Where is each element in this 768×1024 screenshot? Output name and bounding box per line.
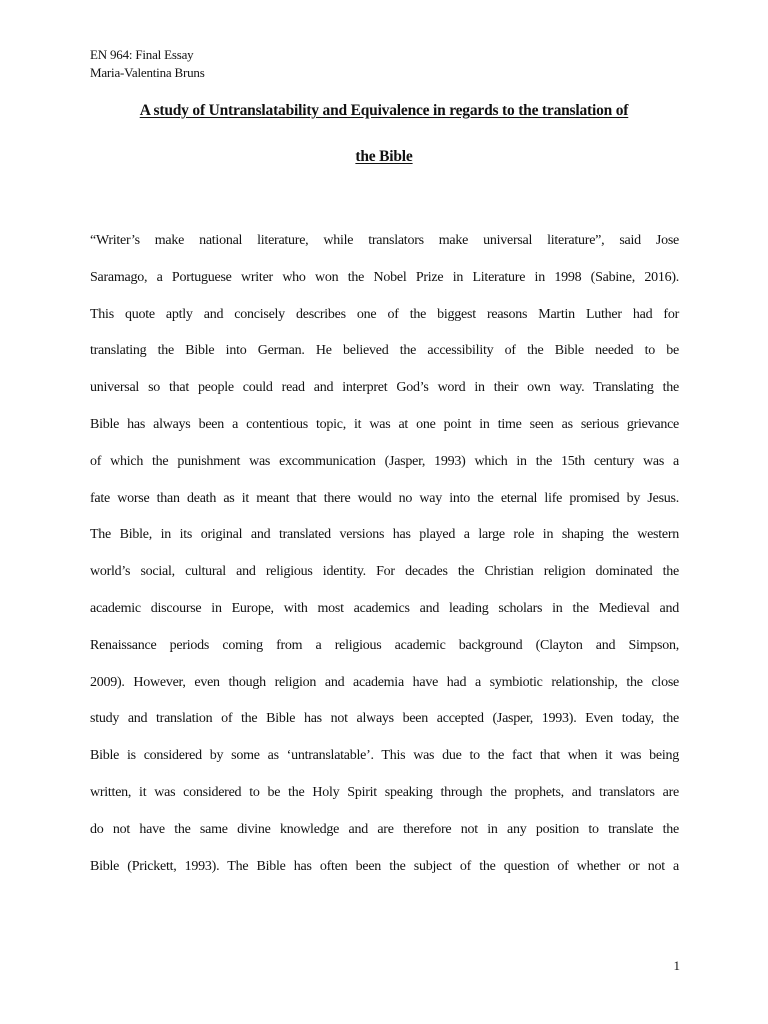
body-line: This quote aptly and concisely describes one of the biggest reasons Martin Luther had for	[90, 306, 679, 322]
body-line: Bible is considered by some as ‘untranslatable’. This was due to the fact that when it was being	[90, 748, 679, 764]
body-line: of which the punishment was excommunication (Jasper, 1993) which in the 15th century was a	[90, 453, 679, 469]
essay-title-line-2: the Bible	[355, 148, 413, 165]
essay-title-line-1: A study of Untranslatability and Equivalence in regards to the translation of	[139, 102, 629, 119]
body-line: Renaissance periods coming from a religious academic background (Clayton and Simpson,	[90, 637, 679, 653]
body-line: “Writer’s make national literature, while translators make universal literature”, said Jose	[90, 233, 679, 248]
essay-body	[90, 230, 679, 892]
body-line: universal so that people could read and interpret God’s word in their own way. Translating the	[90, 380, 679, 396]
body-line: Bible has always been a contentious topic, it was at one point in time seen as serious grievance	[90, 416, 679, 432]
body-line: study and translation of the Bible has not always been accepted (Jasper, 1993). Even today, the	[90, 711, 679, 727]
body-line: Bible (Prickett, 1993). The Bible has often been the subject of the question of whether or not a	[90, 858, 679, 874]
body-line: do not have the same divine knowledge and are therefore not in any position to translate the	[90, 821, 679, 837]
author-name: Maria-Valentina Bruns	[90, 65, 205, 80]
body-line: translating the Bible into German. He believed the accessibility of the Bible needed to be	[90, 343, 679, 359]
body-line: 2009). However, even though religion and academia have had a symbiotic relationship, the close	[90, 674, 679, 690]
body-line: fate worse than death as it meant that there would no way into the eternal life promised by Jesus.	[90, 490, 679, 506]
body-line: world’s social, cultural and religious identity. For decades the Christian religion dominated the	[90, 564, 679, 580]
page-number: 1	[673, 958, 680, 973]
course-label: EN 964: Final Essay	[90, 47, 194, 62]
document-header	[90, 46, 205, 82]
body-line: Saramago, a Portuguese writer who won the Nobel Prize in Literature in 1998 (Sabine, 2016).	[90, 269, 679, 285]
body-line: academic discourse in Europe, with most academics and leading scholars in the Medieval and	[90, 600, 679, 616]
body-line: written, it was considered to be the Holy Spirit speaking through the prophets, and translators are	[90, 784, 679, 800]
body-line: The Bible, in its original and translated versions has played a large role in shaping the western	[90, 527, 679, 543]
